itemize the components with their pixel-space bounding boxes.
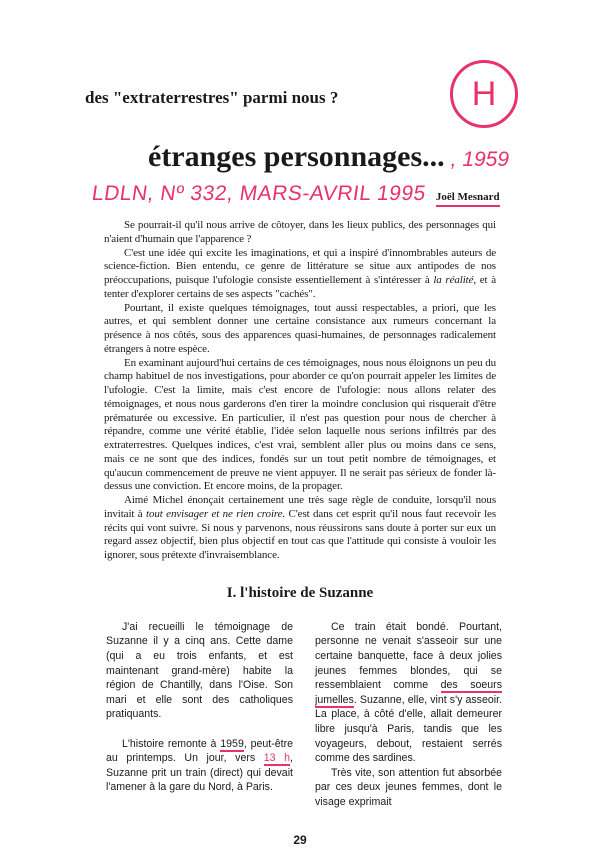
paragraph: J'ai recueilli le témoignage de Suzanne il y a cinq ans. Cette dame (qui a eu trois enfants, et est maintenant grand-mère) habite la région de Chantilly, dans l'Oise. Son mari et elle sont des catholiques pratiquants. (106, 620, 293, 721)
paragraph: Très vite, son attention fut absorbée par ces deux jeunes femmes, dont le visage exprimait (315, 766, 502, 808)
text: C'est dans cet esprit qu'il nous faut recevoir les récits qui vont suivre. Si nous y parvenons, nous réussirons sans doute à porter sur eux un regard assez objectif, bien plus objectif en tout cas que l'attitude qui consiste à vouloir les ignorer, sous prétexte d'invraisemblance. (104, 507, 497, 561)
header-row (0, 60, 600, 130)
article-title: étranges personnages... (148, 140, 445, 173)
text: , Suzanne prit un train (direct) qui devait l'amener à la gare du Nord, à Paris. (106, 752, 293, 794)
right-column (315, 620, 502, 810)
italic-text: tout envisager et ne rien croire. (146, 507, 286, 520)
paragraph (315, 620, 502, 766)
handwritten-reference-note: LDLN, Nº 332, MARS-AVRIL 1995 (90, 182, 428, 205)
page-number: 29 (293, 833, 307, 848)
text: Aimé Michel énonçait certainement une très sage règle de conduite, lorsqu'il nous invitait à (104, 494, 496, 520)
paragraph: En examinant aujourd'hui certains de ces témoignages, nous nous éloignons un peu du champ habituel de nos investigations, pour aborder ce qu'on pourrait appeler les limites de l'ufologie. C'est la limite, mais c'est encore de l'ufologie: nous allons relater des témoignages, et nous nous garderons d'en tirer la moindre conclusion qui risquerait d'être prématurée ou excessive. En particulier, il n'est pas question pour nous de chercher à répandre, comme une vérité établie, l'idée selon laquelle nous serions infiltrés par des extraterrestres. Quelques indices, c'est vrai, semblent aller plus ou moins dans ce sens, mais ce ne sont que des indices, fondés sur un tout petit nombre de témoignages, et qu'aucun commencement de preuve ne vient appuyer. Il ne serait pas sérieux de fonder là-dessus une conviction. Et encore moins, de la propager. (104, 356, 496, 493)
paragraph: Se pourrait-il qu'il nous arrive de côtoyer, dans les lieux publics, des personnages qui n'aient d'humain que l'apparence ? (104, 219, 496, 245)
author-name: Joël Mesnard (436, 191, 500, 207)
title-row (0, 140, 600, 174)
highlighted-time: 13 h (263, 752, 291, 765)
paragraph (104, 494, 496, 563)
paragraph (104, 247, 496, 302)
left-column (106, 620, 293, 810)
reference-row (0, 182, 600, 207)
handwritten-circled-letter: H (450, 60, 518, 128)
highlighted-phrase: des soeurs jumelles (315, 679, 502, 706)
italic-text: la réalité (433, 274, 474, 286)
intro-text (104, 219, 496, 563)
text: , et à tenter d'explorer certains de ses aspects "cachés". (104, 274, 496, 300)
text: , peut-être au printemps. Un jour, vers (106, 737, 293, 765)
text: . Suzanne, elle, vint s'y asseoir. La place, à côté d'elle, allait demeurer libre jusqu'à Paris, tandis que les voyageurs, debout, restaient serrés comme des sardines. (315, 693, 502, 765)
two-column-body (106, 620, 502, 810)
text: C'est une idée qui excite les imaginations, et qui a inspiré d'innombrables auteurs de science-fiction. Bien entendu, ce genre de littérature se situe aux antipodes de nos préoccupations, puisque l'ufologie consiste essentiellement à s'intéresser à (104, 246, 496, 286)
highlighted-year: 1959 (220, 737, 244, 750)
handwritten-year-note: , 1959 (450, 148, 510, 171)
article-subtitle: des "extraterrestres" parmi nous ? (85, 88, 339, 107)
paragraph (106, 737, 293, 795)
section-heading: I. l'histoire de Suzanne (226, 584, 374, 601)
text: Ce train était bondé. Pourtant, personne ne venait s'asseoir sur une certaine banquette, face à deux jolies jeunes femmes blondes, qui se ressemblaient comme (315, 620, 502, 692)
text: L'histoire remonte à (122, 737, 221, 750)
paragraph: Pourtant, il existe quelques témoignages, tout aussi respectables, a priori, que les autres, et qui semblent donner une certaine consistance aux rumeurs concernant la présence à nos côtés, sous des apparences quasi-humaines, de personnages radicalement étrangers à notre espèce. (104, 301, 496, 355)
